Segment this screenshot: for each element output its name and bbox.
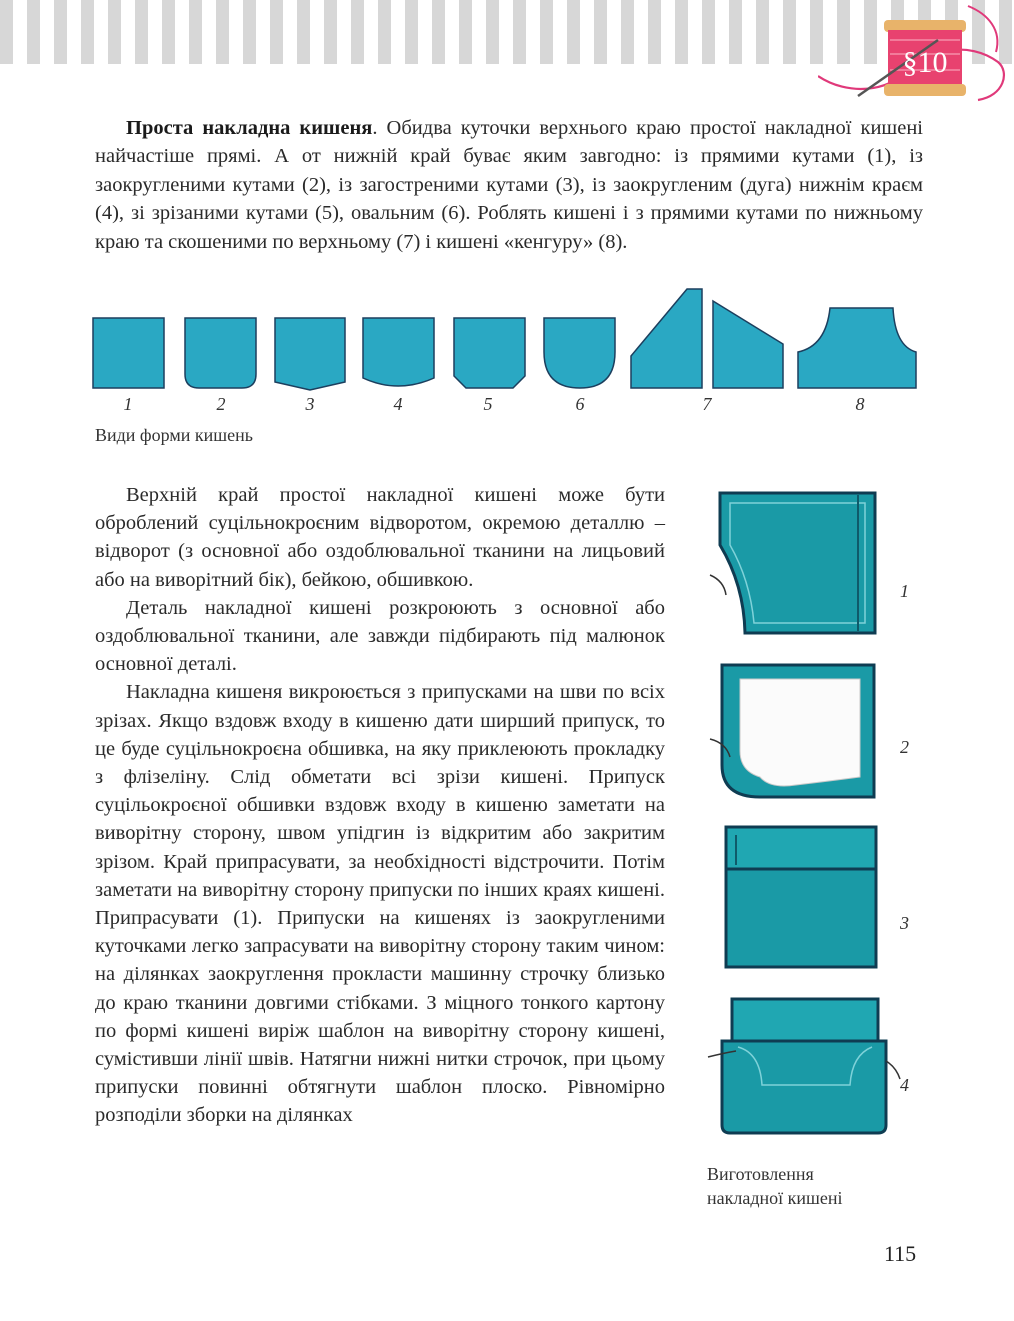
step-label: 2	[900, 737, 909, 757]
shape-label: 8	[855, 394, 865, 414]
page-number: 115	[884, 1241, 917, 1266]
caption-line: накладної кишені	[707, 1188, 843, 1208]
body-text	[95, 481, 665, 1130]
pocket-shape-labels	[124, 394, 865, 414]
shape-label: 2	[216, 394, 226, 414]
pocket-making-caption	[707, 1162, 907, 1210]
step-label: 3	[900, 913, 909, 933]
intro-paragraph	[95, 114, 923, 256]
step-label: 1	[900, 581, 909, 601]
intro-text: . Обидва куточки верхнього краю простої накладної кишені найчастіше прямі. А от нижній край буває яким завгодно: із прямими кутами (1), із заокругленими кутами (2), із загостреними кутами (3), із заокругленим (дуга) нижнім краєм (4), зі зрізаними кутами (5), овальним (6). Роблять кишені і з прямими кутами по нижньому краю та скошеними по верхньому (7) і кишені «кенгуру» (8).	[95, 117, 923, 253]
pocket-shape-pointed	[275, 318, 345, 390]
step-4-illustration	[708, 999, 900, 1133]
pocket-shape-slanted-right	[713, 301, 783, 388]
shape-label: 4	[393, 394, 403, 414]
pocket-shapes-caption: Види форми кишень	[95, 425, 253, 445]
pocket-shape-cut-corners	[454, 318, 525, 388]
step-label: 4	[900, 1075, 909, 1095]
pocket-shapes-figure	[90, 286, 925, 416]
body-paragraph: Накладна кишеня викроюється з припусками на шви по всіх зрізах. Якщо вздовж входу в кишеню дати ширший припуск, то це буде суцільнокроєна обшивка, на яку приклеюють прокладку з флізеліну. Слід обметати всі зрізи кишені. Припуск суцільокроєної обшивки вздовж входу в кишеню заметати на виворітну сторону, швом упідгин із відкритим або закритим зрізом. Край припрасувати, за необхідності відстрочити. Потім заметати на виворітну сторону припуски по інших краях кишені. Припрасувати (1). Припуски на кишенях із заокругленими куточками легко запрасувати на виворітну сторону таким чином: на ділянках заокруглення прокласти машинну строчку близько до краю тканини довгими стібками. З міцного тонкого картону по формі кишені виріж шаблон на виворітну сторону кишені, сумістивши лінії швів. Натягни нижні нитки строчок, при цьому припуски повинні обтягнути шаблон плоско. Рівномірно розподіли зборки на ділянках	[95, 681, 665, 1127]
pocket-shape-square	[93, 318, 164, 388]
section-badge: §10	[902, 46, 948, 79]
body-paragraph: Верхній край простої накладної кишені може бути оброблений суцільнокроєним відворотом, окремою деталлю – відворот (з основної або оздоблювальної тканини на лицьовий або на виворітний бік), бейкою, обшивкою.	[95, 484, 665, 591]
caption-line: Виготовлення	[707, 1164, 814, 1184]
thread-spool-icon	[818, 0, 1014, 112]
shape-label: 3	[305, 394, 315, 414]
pocket-making-steps-figure	[700, 485, 930, 1165]
step-labels	[899, 581, 909, 1095]
body-paragraph: Деталь накладної кишені розкроюють з основної або оздоблювальної тканини, але завжди підбирають під малюнок основної деталі.	[95, 596, 665, 676]
shape-label: 5	[483, 394, 493, 414]
intro-bold-term: Проста накладна кишеня	[126, 117, 373, 139]
pocket-shape-slanted-left	[631, 289, 702, 388]
shape-label: 6	[575, 394, 585, 414]
pocket-shape-oval	[544, 318, 615, 388]
pocket-shape-kangaroo	[798, 308, 916, 388]
step-1-illustration	[710, 493, 875, 633]
pocket-shape-arc	[363, 318, 434, 386]
step-3-illustration	[726, 827, 876, 967]
step-2-illustration	[710, 665, 874, 797]
shape-label: 7	[702, 394, 712, 414]
shape-label: 1	[123, 394, 133, 414]
pocket-shape-rounded	[185, 318, 256, 388]
